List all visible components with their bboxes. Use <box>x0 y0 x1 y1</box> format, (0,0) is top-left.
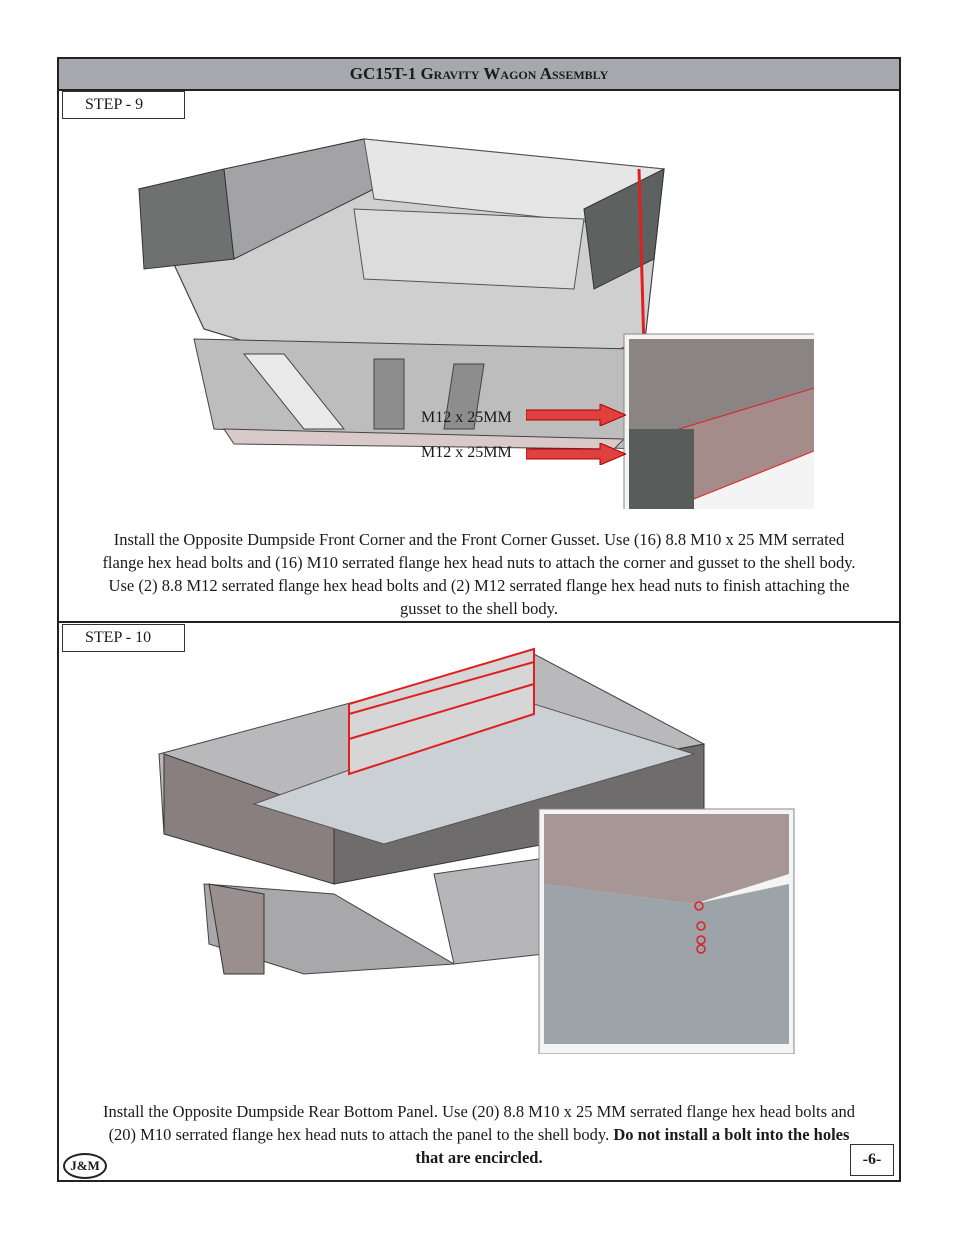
step-10-illustration <box>154 644 804 1054</box>
step-10-text: Install the Opposite Dumpside Rear Bottom Panel. Use (20) 8.8 M10 x 25 MM serrated flange hex head bolts and (20) M10 serrated flange hex head nuts to attach the panel to the shell body. <box>103 1102 855 1144</box>
section-divider <box>59 621 899 623</box>
step-10-instructions <box>99 1100 859 1169</box>
page-number: -6- <box>850 1144 894 1176</box>
callout-label: M12 x 25MM <box>421 444 512 461</box>
step-10-label: STEP - 10 <box>62 624 185 652</box>
page-title: GC15T-1 Gravity Wagon Assembly <box>59 59 899 91</box>
page-frame <box>57 57 901 1182</box>
brand-logo: J&M <box>63 1153 107 1179</box>
arrow-icon <box>526 443 626 465</box>
arrow-icon <box>526 404 626 426</box>
step-10-warning: Do not install a bolt into the holes that are encircled. <box>415 1125 850 1167</box>
step-9-label: STEP - 9 <box>62 91 185 119</box>
callout-label: M12 x 25MM <box>421 409 512 426</box>
step-9-instructions: Install the Opposite Dumpside Front Corner and the Front Corner Gusset. Use (16) 8.8 M10 x 25 MM serrated flange hex head bolts and (16) M10 serrated flange hex head nuts to attach the corner and gusset to the shell body. Use (2) 8.8 M12 serrated flange hex head bolts and (2) M12 serrated flange hex head nuts to finish attaching the gusset to the shell body. <box>102 530 856 618</box>
